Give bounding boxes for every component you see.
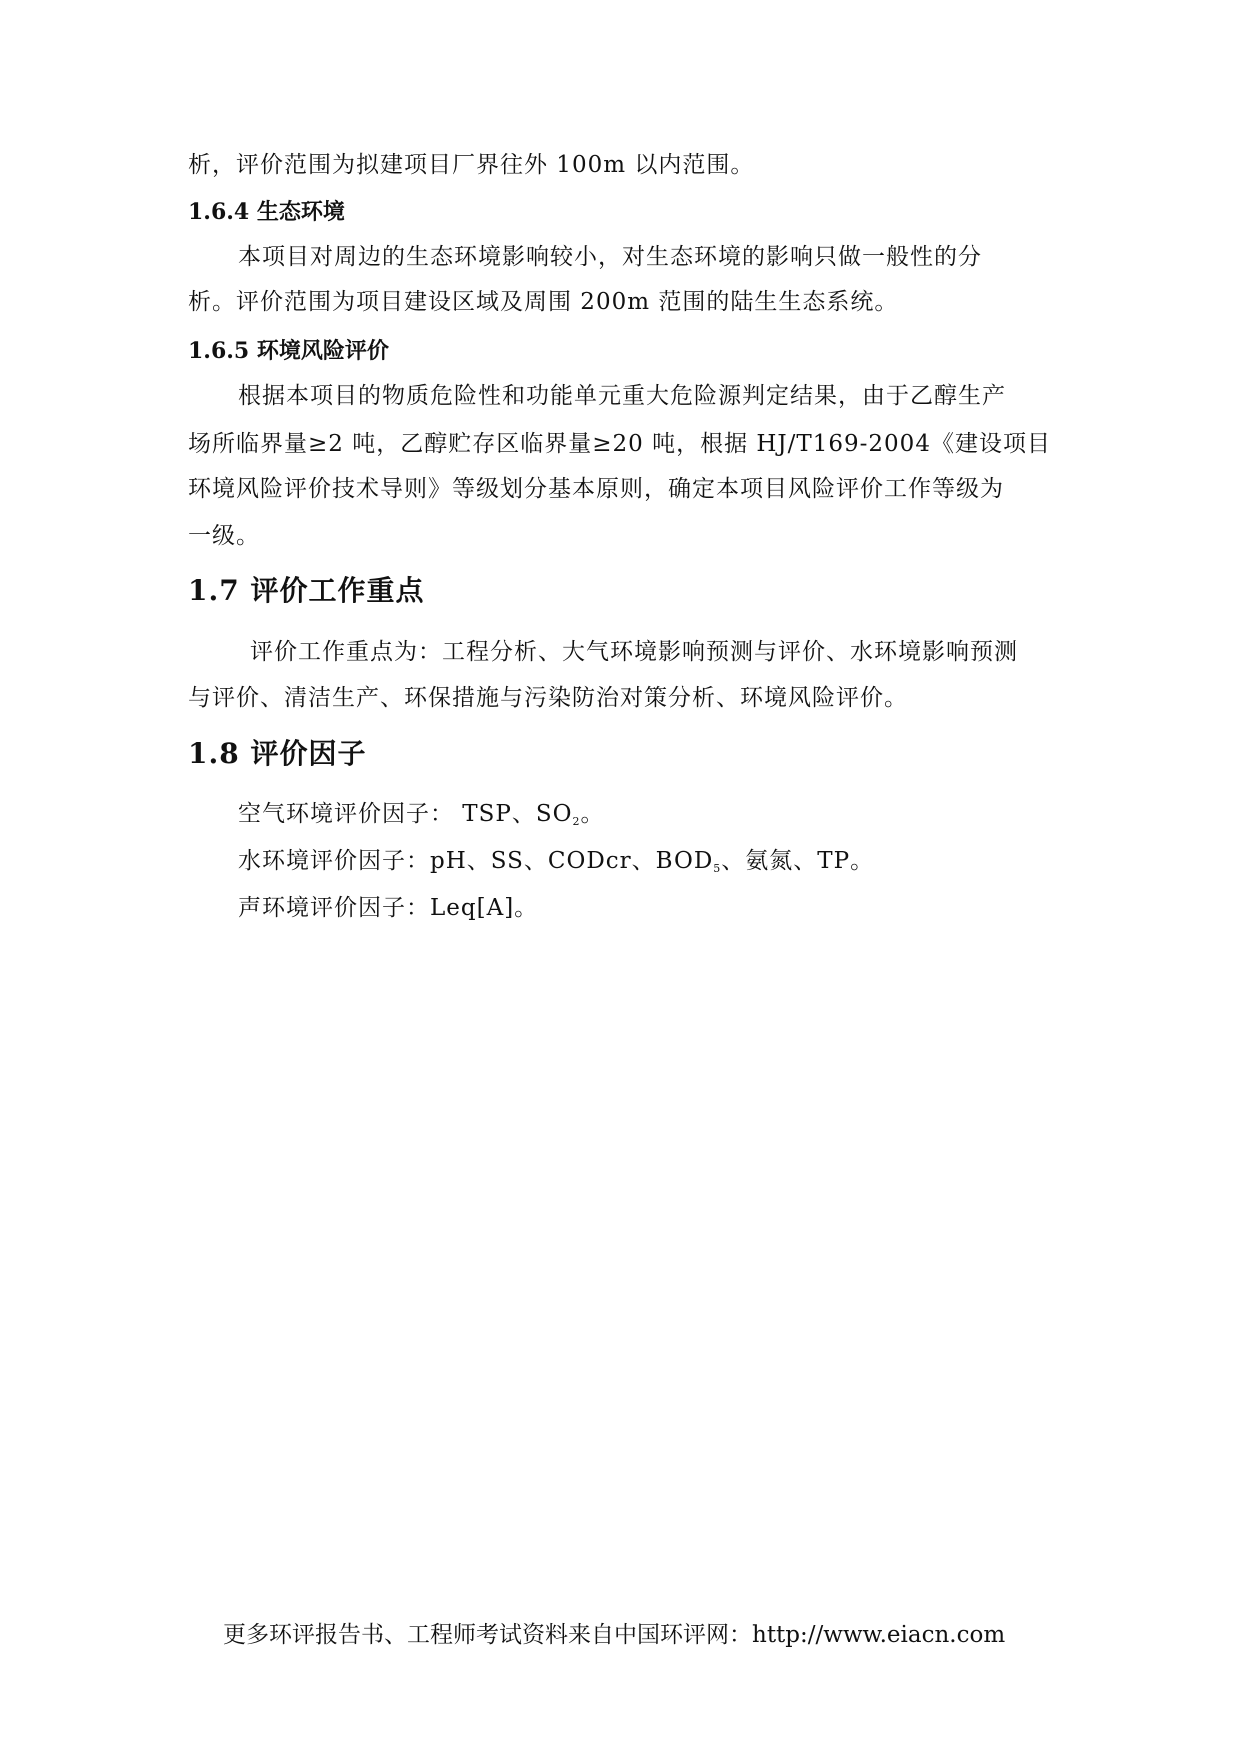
air-factors-end: 。 — [580, 801, 605, 827]
noise-factors-line: 声环境评价因子：Leq[A]。 — [238, 895, 539, 921]
air-factors-text: 空气环境评价因子： TSP、SO — [238, 801, 573, 827]
air-factors-line — [238, 799, 605, 837]
section-heading-1-8: 1.8 评价因子 — [188, 737, 367, 770]
subscript: 5 — [713, 862, 722, 875]
paragraph-line: 析，评价范围为拟建项目厂界往外 100m 以内范围。 — [188, 152, 755, 178]
water-factors-line — [238, 846, 874, 884]
paragraph-line: 场所临界量≥2 吨，乙醇贮存区临界量≥20 吨，根据 HJ/T169-2004《建设项目 — [188, 431, 1051, 457]
paragraph-line: 评价工作重点为：工程分析、大气环境影响预测与评价、水环境影响预测 — [250, 639, 1018, 665]
paragraph-line: 与评价、清洁生产、环保措施与污染防治对策分析、环境风险评价。 — [188, 685, 908, 711]
section-heading-1-6-4: 1.6.4 生态环境 — [188, 199, 345, 225]
paragraph-line: 析。评价范围为项目建设区域及周围 200m 范围的陆生生态系统。 — [188, 289, 899, 315]
subscript: 2 — [572, 815, 581, 828]
paragraph-line: 本项目对周边的生态环境影响较小，对生态环境的影响只做一般性的分 — [238, 244, 982, 270]
section-heading-1-7: 1.7 评价工作重点 — [188, 574, 425, 607]
paragraph-line: 一级。 — [188, 523, 260, 549]
paragraph-line: 根据本项目的物质危险性和功能单元重大危险源判定结果，由于乙醇生产 — [238, 383, 1006, 409]
paragraph-line: 环境风险评价技术导则》等级划分基本原则，确定本项目风险评价工作等级为 — [188, 476, 1004, 502]
section-heading-1-6-5: 1.6.5 环境风险评价 — [188, 338, 389, 364]
water-factors-text: 水环境评价因子：pH、SS、CODcr、BOD — [238, 848, 714, 874]
water-factors-end: 、氨氮、TP。 — [721, 848, 875, 874]
page-footer: 更多环评报告书、工程师考试资料来自中国环评网：http://www.eiacn.com — [223, 1622, 1006, 1648]
